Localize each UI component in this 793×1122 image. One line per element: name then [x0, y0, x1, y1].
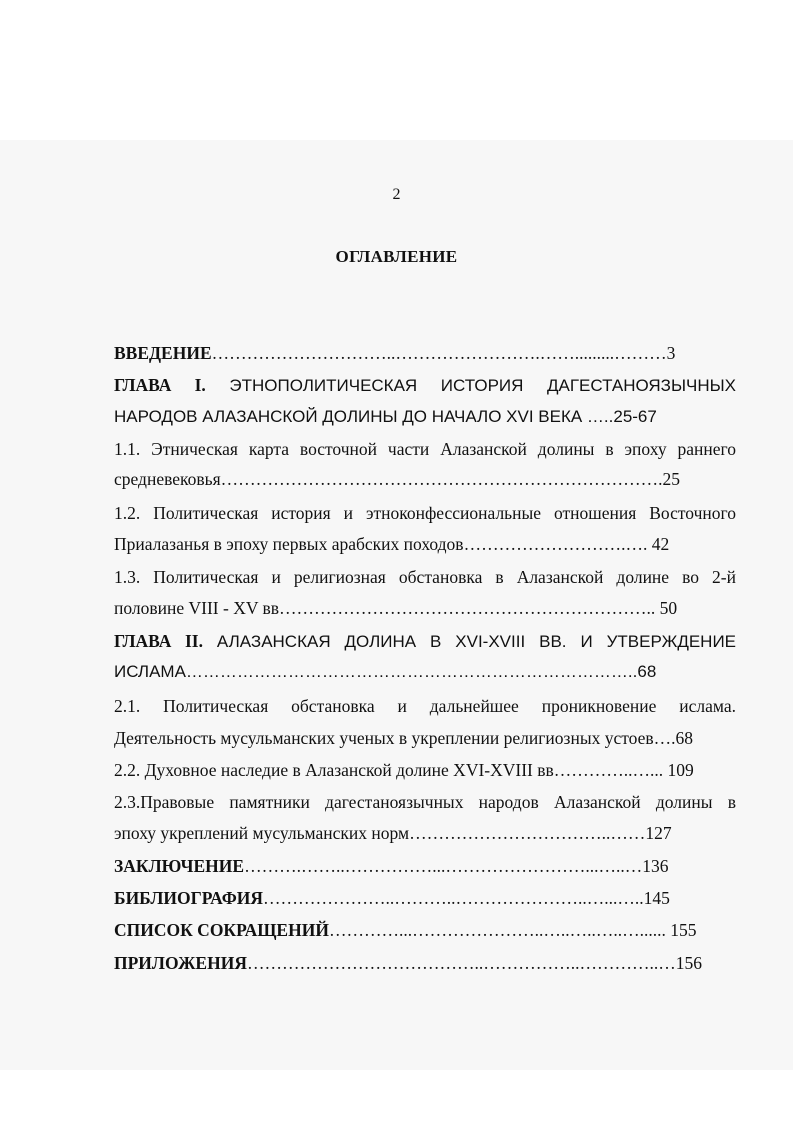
toc-page: 145 [643, 888, 670, 908]
toc-leader: …………………………………..……………..…………..… [246, 953, 676, 973]
toc-label: ГЛАВА I. [114, 375, 206, 395]
toc-entry-1-1[interactable]: 1.1. Этническая карта восточной части Алазанской долины в эпоху раннего [114, 439, 736, 459]
toc-entry-2-2[interactable]: 2.2. Духовное наследие в Алазанской долине XVI-XVIII вв…………..…... 109 [114, 760, 694, 780]
toc-leader: …………...…………………..…..…..…..…...... [328, 920, 671, 940]
toc-entry-2-3-cont: эпоху укреплений мусульманских норм……………………………..……127 [114, 823, 672, 843]
toc-leader: …………………………..…………………….…….........……… [211, 343, 667, 363]
toc-label: СПИСОК СОКРАЩЕНИЙ [114, 920, 329, 940]
toc-entry-1-2-cont: Приалазанья в эпоху первых арабских походов……………………….…. 42 [114, 534, 670, 554]
toc-entry-chapter-1[interactable] [114, 373, 736, 398]
toc-entry-2-1[interactable]: 2.1. Политическая обстановка и дальнейшее проникновение ислама. [114, 696, 736, 716]
toc-entry-1-3-cont: половине VIII - XV вв……………………………………………………….. 50 [114, 598, 678, 618]
toc-entry-abbreviations[interactable] [114, 918, 736, 942]
page-number: 2 [392, 186, 401, 203]
toc-chapter-title: АЛАЗАНСКАЯ ДОЛИНА В XVI-XVIII ВВ. И УТВЕРЖДЕНИЕ [202, 632, 736, 651]
toc-label: БИБЛИОГРАФИЯ [114, 888, 263, 908]
toc-entry-appendices[interactable] [114, 951, 736, 975]
toc-leader: …………………..………..…………………..…...….. [262, 888, 644, 908]
toc-label: ЗАКЛЮЧЕНИЕ [114, 856, 245, 876]
toc-entry-2-3[interactable]: 2.3.Правовые памятники дагестаноязычных народов Алазанской долины в [114, 792, 736, 812]
toc-page: 136 [642, 856, 669, 876]
toc-entry-conclusion[interactable] [114, 854, 736, 878]
toc-entry-1-2[interactable]: 1.2. Политическая история и этноконфессиональные отношения Восточного [114, 503, 736, 523]
toc-entry-1-1-cont: средневековья………………………………………………………………….25 [114, 469, 681, 489]
toc-entry-2-1-cont: Деятельность мусульманских ученых в укреплении религиозных устоев….68 [114, 728, 694, 748]
toc-title: ОГЛАВЛЕНИЕ [335, 247, 458, 266]
toc-chapter-title-cont: НАРОДОВ АЛАЗАНСКОЙ ДОЛИНЫ ДО НАЧАЛО XVI ВЕКА …..25-67 [114, 407, 657, 426]
toc-page: 155 [670, 920, 697, 940]
toc-entry-chapter-2[interactable] [114, 629, 736, 654]
toc-page: 3 [666, 343, 676, 363]
toc-label: ПРИЛОЖЕНИЯ [114, 953, 247, 973]
toc-entry-1-3[interactable]: 1.3. Политическая и религиозная обстановка в Алазанской долине во 2-й [114, 567, 736, 587]
toc-label: ВВЕДЕНИЕ [114, 343, 212, 363]
toc-page: 156 [675, 953, 702, 973]
toc-chapter-title: ЭТНОПОЛИТИЧЕСКАЯ ИСТОРИЯ ДАГЕСТАНОЯЗЫЧНЫХ [205, 376, 736, 395]
toc-chapter-title-cont: ИСЛАМА……………………………………………………………………..68 [114, 662, 657, 681]
toc-label: ГЛАВА II. [114, 631, 203, 651]
toc-entry-intro[interactable] [114, 341, 736, 365]
toc-entry-bibliography[interactable] [114, 886, 736, 910]
toc-leader: ……….……..……………...……………………...…..… [244, 856, 643, 876]
